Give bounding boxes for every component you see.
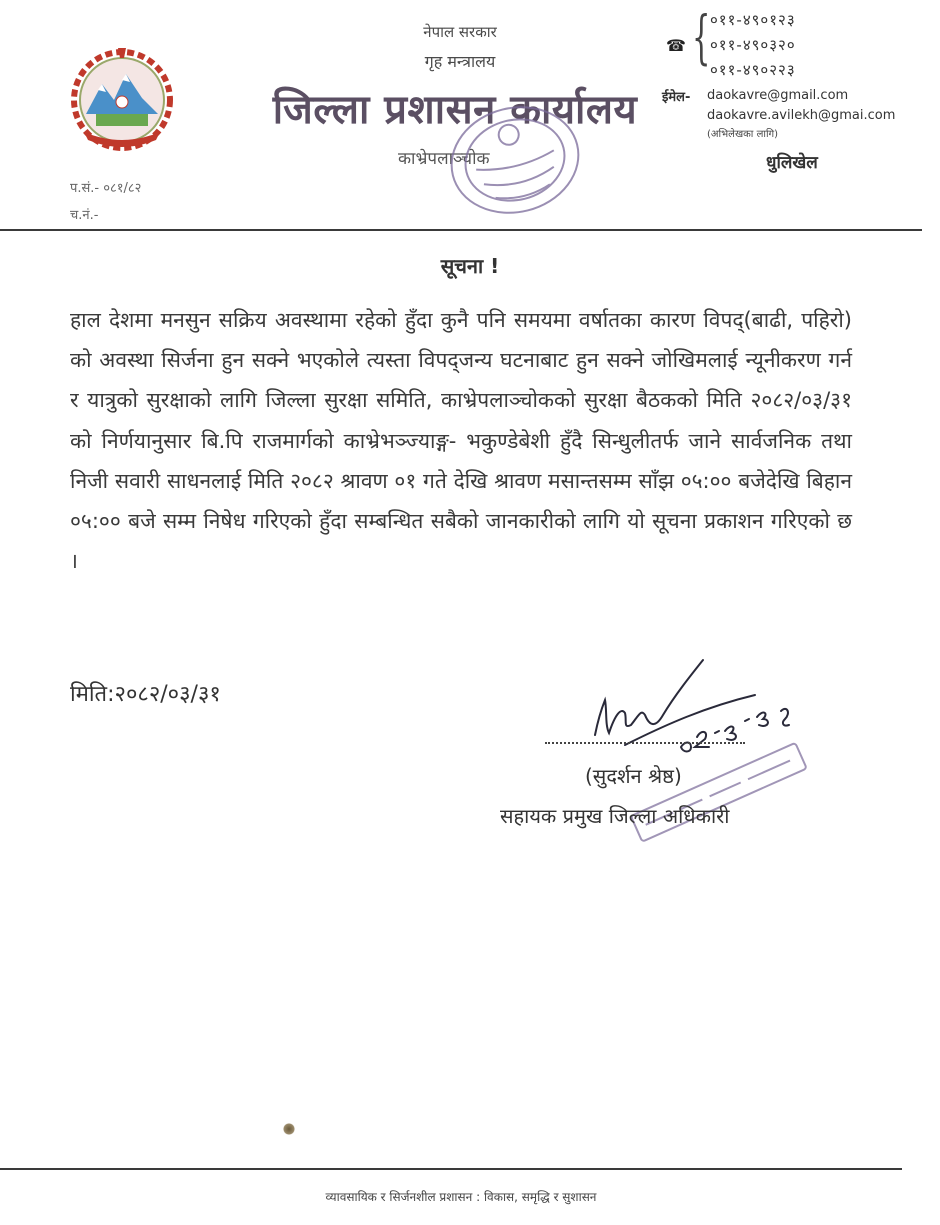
telephone-icon: ☎ xyxy=(666,36,686,55)
reference-number: प.सं.- ०८१/८२ xyxy=(70,181,142,196)
phone-number-3[interactable]: ०११-४९०२२३ xyxy=(710,61,796,79)
office-seal-stamp xyxy=(445,100,585,220)
header-divider xyxy=(0,229,922,231)
office-location: काभ्रेपलाञ्चोक xyxy=(398,149,490,169)
email-records[interactable]: daokavre.avilekh@gmai.com xyxy=(707,108,896,123)
government-name: नेपाल सरकार xyxy=(423,23,497,41)
footer-motto: व्यावसायिक र सिर्जनशील प्रशासन : विकास, समृद्धि र सुशासन xyxy=(325,1190,597,1204)
ink-smudge xyxy=(283,1123,295,1135)
email-primary[interactable]: daokavre@gmail.com xyxy=(707,88,849,103)
footer-divider xyxy=(0,1168,902,1170)
notice-heading: सूचना ! xyxy=(440,254,500,278)
notice-date: मिति:२०८२/०३/३१ xyxy=(70,682,221,707)
email-note: (अभिलेखका लागि) xyxy=(707,129,779,140)
notice-body: हाल देशमा मनसुन सक्रिय अवस्थामा रहेको हुँदा कुनै पनि समयमा वर्षातका कारण विपद्(बाढी, पहिरो) को अवस्था सिर्जना हुन सक्ने भएकोले त्यस्ता विपद्जन्य घटनाबाट हुन सक्ने जोखिमलाई न्यूनीकरण गर्न र यात्रुको सुरक्षाको लागि जिल्ला सुरक्षा समिति, काभ्रेपलाञ्चोकको सुरक्षा बैठकको मिति २०८२/०३/३१ को निर्णयानुसार बि.पि राजमार्गको काभ्रेभञ्ज्याङ्ग- भकुण्डेबेशी हुँदै सिन्धुलीतर्फ जाने सार्वजनिक तथा निजी सवारी साधनलाई मिति २०८२ श्रावण ०१ गते देखि श्रावण मसान्तसम्म साँझ ०५:०० बजेदेखि बिहान ०५:०० बजे सम्म निषेध गरिएको हुँदा सम्बन्धित सबैको जानकारीको लागि यो सूचना प्रकाशन गरिएको छ । xyxy=(70,308,852,574)
brace-bracket: { xyxy=(692,3,711,71)
officer-stamp xyxy=(620,740,820,850)
email-label: ईमेल- xyxy=(662,90,691,105)
phone-number-2[interactable]: ०११-४९०३२० xyxy=(710,36,796,54)
office-title: जिल्ला प्रशासन कार्यालय xyxy=(272,87,638,133)
signer-title: सहायक प्रमुख जिल्ला अधिकारी xyxy=(500,804,730,828)
nepal-emblem-icon xyxy=(66,44,178,156)
signer-name: (सुदर्शन श्रेष्ठ) xyxy=(585,764,682,788)
ministry-name: गृह मन्त्रालय xyxy=(424,52,496,71)
office-place: धुलिखेल xyxy=(766,153,818,173)
dispatch-number: च.नं.- xyxy=(70,208,99,223)
phone-number-1[interactable]: ०११-४९०१२३ xyxy=(710,11,796,29)
